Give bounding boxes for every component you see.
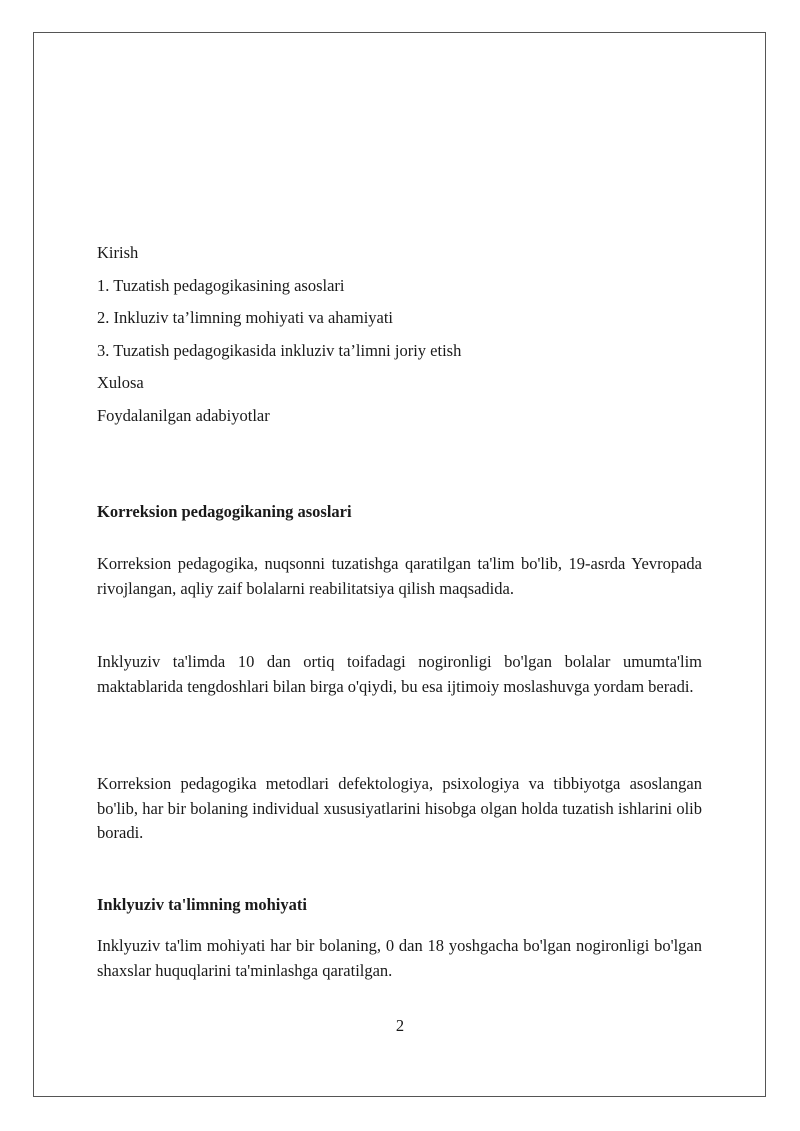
toc-item-conclusion: Xulosa — [97, 373, 144, 392]
paragraph-inclusive-essence: Inklyuziv ta'lim mohiyati har bir bolaning, 0 dan 18 yoshgacha bo'lgan nogironligi bo'lgan shaxslar huquqlarini ta'minlashga qaratilgan. — [97, 936, 702, 980]
paragraph-correction-methods: Korreksion pedagogika metodlari defektologiya, psixologiya va tibbiyotga asoslangan bo'lib, har bir bolaning individual xususiyatlarini hisobga olgan holda tuzatish ishlarini olib boradi. — [97, 774, 702, 842]
paragraph-correction-definition: Korreksion pedagogika, nuqsonni tuzatishga qaratilgan ta'lim bo'lib, 19-asrda Yevropada rivojlangan, aqliy zaif bolalarni reabilitatsiya qilish maqsadida. — [97, 554, 702, 598]
paragraph-inclusive-categories: Inklyuziv ta'limda 10 dan ortiq toifadagi nogironligi bo'lgan bolalar umumta'lim maktablarida tengdoshlari bilan birga o'qiydi, bu esa ijtimoiy moslashuvga yordam beradi. — [97, 652, 702, 696]
toc-item-chapter-1: 1. Tuzatish pedagogikasining asoslari — [97, 275, 345, 295]
toc-item-chapter-2: 2. Inkluziv ta’limning mohiyati va ahamiyati — [97, 308, 394, 327]
section-heading-inclusive-essence: Inklyuziv ta'limning mohiyati — [97, 895, 307, 914]
toc-item-chapter-3: 3. Tuzatish pedagogikasida inkluziv ta’limni joriy etish — [97, 340, 462, 360]
toc-item-references: Foydalanilgan adabiyotlar — [97, 405, 270, 425]
page-number: 2 — [395, 1016, 405, 1035]
section-heading-correction-pedagogy: Korreksion pedagogikaning asoslari — [97, 502, 352, 521]
toc-item-intro: Kirish — [97, 243, 139, 262]
table-of-contents — [97, 241, 702, 436]
